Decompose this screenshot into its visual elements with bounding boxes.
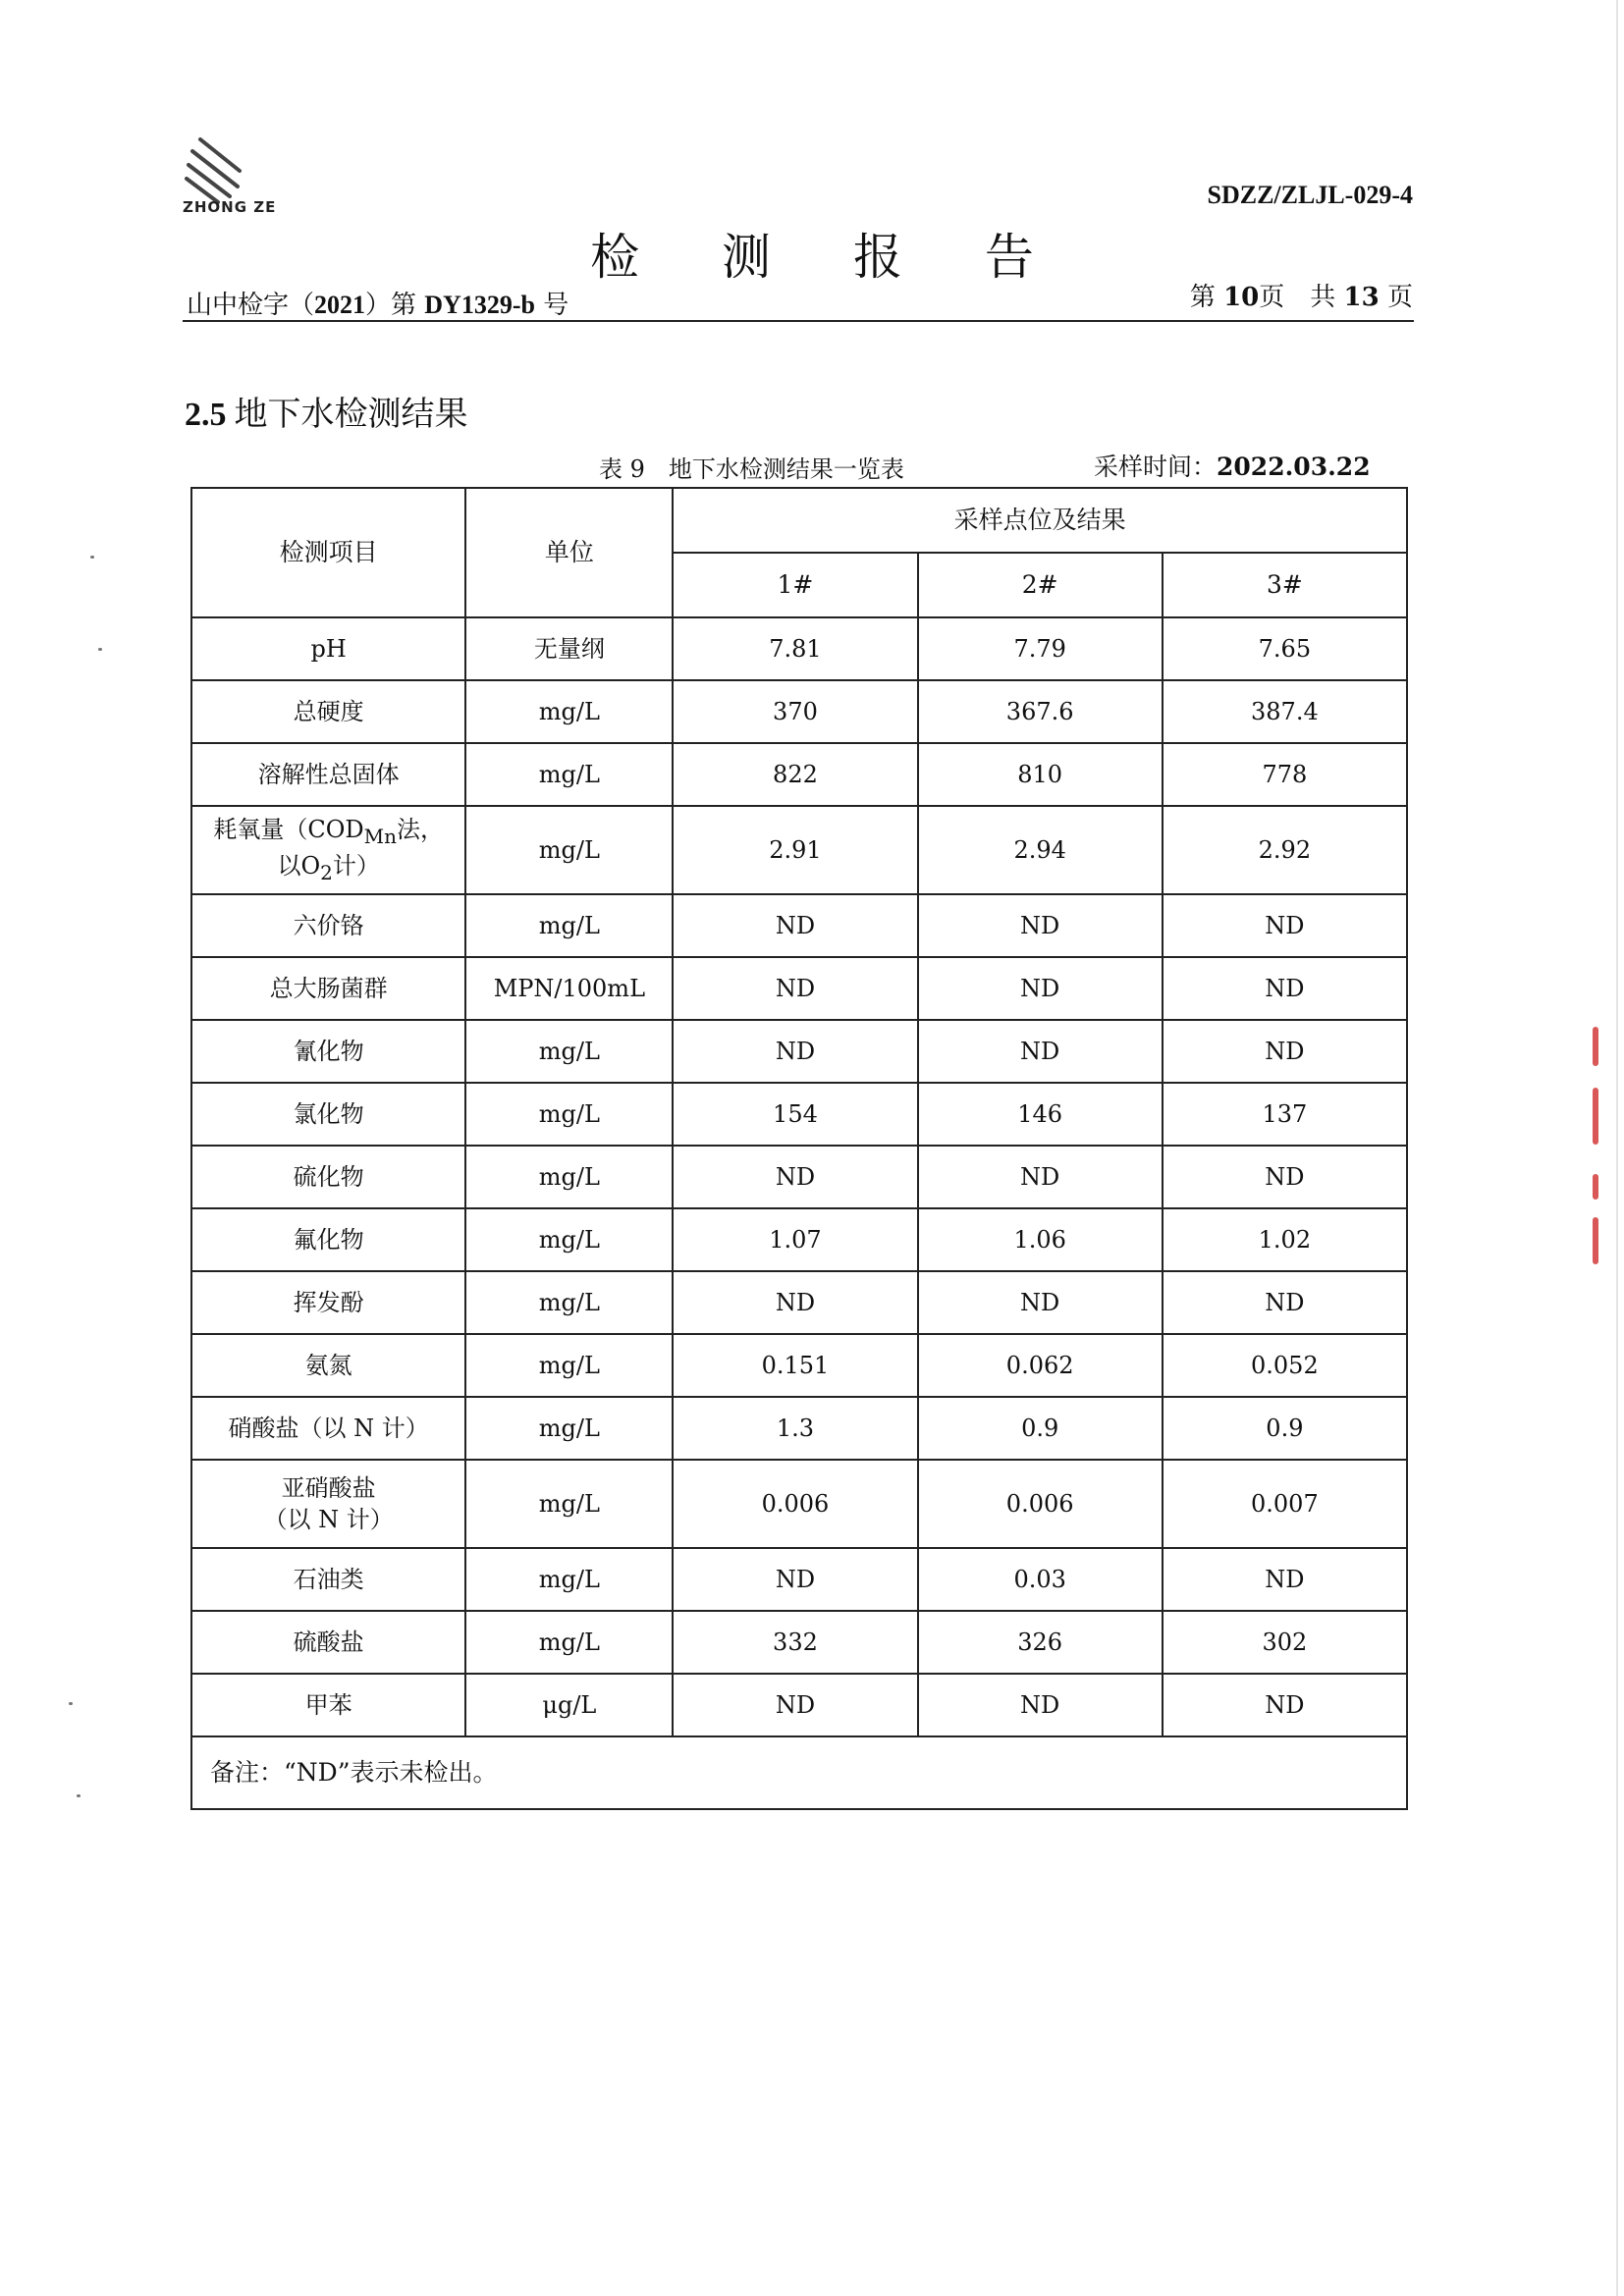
value-cell: 146 — [918, 1083, 1163, 1146]
value-cell: ND — [1163, 1271, 1407, 1334]
item-cell: 总大肠菌群 — [191, 957, 465, 1020]
table-row — [191, 1146, 1407, 1208]
table-row — [191, 1397, 1407, 1460]
value-cell: 0.9 — [918, 1397, 1163, 1460]
value-cell: 7.79 — [918, 617, 1163, 680]
value-cell: ND — [918, 1020, 1163, 1083]
unit-cell: mg/L — [465, 1334, 673, 1397]
item-cell: 硫化物 — [191, 1146, 465, 1208]
item-cell: 亚硝酸盐 （以 N 计） — [191, 1460, 465, 1548]
report-title: 检 测 报 告 — [590, 229, 1067, 286]
table-row — [191, 1460, 1407, 1548]
header-site-3: 3# — [1163, 553, 1407, 617]
value-cell: 1.3 — [673, 1397, 917, 1460]
scan-edge — [1616, 0, 1618, 2296]
value-cell: 0.151 — [673, 1334, 917, 1397]
table-row — [191, 1020, 1407, 1083]
unit-cell: MPN/100mL — [465, 957, 673, 1020]
unit-cell: mg/L — [465, 806, 673, 894]
value-cell: 0.006 — [918, 1460, 1163, 1548]
header-unit: 单位 — [465, 488, 673, 617]
logo-text: ZHONG ZE — [183, 198, 277, 216]
value-cell: 1.07 — [673, 1208, 917, 1271]
scan-speck — [98, 648, 102, 651]
header-item: 检测项目 — [191, 488, 465, 617]
table-row — [191, 806, 1407, 894]
item-cell: 氨氮 — [191, 1334, 465, 1397]
section-title: 2.5 地下水检测结果 — [185, 395, 468, 434]
table-row — [191, 1548, 1407, 1611]
value-cell: 7.81 — [673, 617, 917, 680]
item-cell: 总硬度 — [191, 680, 465, 743]
value-cell: ND — [673, 894, 917, 957]
value-cell: ND — [673, 1146, 917, 1208]
unit-cell: mg/L — [465, 1548, 673, 1611]
sample-time: 采样时间：2022.03.22 — [1094, 453, 1371, 481]
value-cell: 1.02 — [1163, 1208, 1407, 1271]
unit-cell: mg/L — [465, 1611, 673, 1674]
value-cell: ND — [918, 1146, 1163, 1208]
value-cell: ND — [1163, 1674, 1407, 1736]
item-cell: 氟化物 — [191, 1208, 465, 1271]
value-cell: 332 — [673, 1611, 917, 1674]
unit-cell: μg/L — [465, 1674, 673, 1736]
page-info: 第 10页 共 13 页 — [1189, 283, 1413, 312]
table-row — [191, 1083, 1407, 1146]
item-cell: 硫酸盐 — [191, 1611, 465, 1674]
value-cell: 0.062 — [918, 1334, 1163, 1397]
value-cell: ND — [673, 1548, 917, 1611]
table-row — [191, 957, 1407, 1020]
value-cell: 0.9 — [1163, 1397, 1407, 1460]
item-cell: 耗氧量（$COD_{Mn}$法， 以$O_2$计） — [191, 806, 465, 894]
header-site-1: 1# — [673, 553, 917, 617]
value-cell: 2.91 — [673, 806, 917, 894]
table-row — [191, 1611, 1407, 1674]
item-cell: 挥发酚 — [191, 1271, 465, 1334]
item-cell: 硝酸盐（以 N 计） — [191, 1397, 465, 1460]
value-cell: ND — [918, 1674, 1163, 1736]
groundwater-results-table — [190, 487, 1408, 1810]
value-cell: ND — [673, 1271, 917, 1334]
unit-cell: mg/L — [465, 1146, 673, 1208]
scan-speck — [69, 1702, 73, 1705]
value-cell: ND — [918, 1271, 1163, 1334]
value-cell: ND — [673, 1674, 917, 1736]
value-cell: ND — [918, 894, 1163, 957]
value-cell: ND — [1163, 1020, 1407, 1083]
table-caption: 表 9 地下水检测结果一览表 — [599, 455, 904, 483]
seal-edge-mark — [1593, 1027, 1598, 1066]
value-cell: 302 — [1163, 1611, 1407, 1674]
table-row — [191, 617, 1407, 680]
value-cell: 1.06 — [918, 1208, 1163, 1271]
table-note: 备注：“ND”表示未检出。 — [191, 1736, 1407, 1809]
value-cell: 778 — [1163, 743, 1407, 806]
value-cell: 137 — [1163, 1083, 1407, 1146]
value-cell: 154 — [673, 1083, 917, 1146]
header-site-2: 2# — [918, 553, 1163, 617]
value-cell: 810 — [918, 743, 1163, 806]
unit-cell: mg/L — [465, 1271, 673, 1334]
item-cell: 氯化物 — [191, 1083, 465, 1146]
value-cell: ND — [1163, 1548, 1407, 1611]
value-cell: 387.4 — [1163, 680, 1407, 743]
scan-speck — [77, 1794, 81, 1797]
unit-cell: 无量纲 — [465, 617, 673, 680]
value-cell: ND — [673, 1020, 917, 1083]
value-cell: ND — [1163, 957, 1407, 1020]
item-cell: 溶解性总固体 — [191, 743, 465, 806]
value-cell: ND — [673, 957, 917, 1020]
unit-cell: mg/L — [465, 894, 673, 957]
table-row — [191, 1208, 1407, 1271]
seal-edge-mark — [1593, 1174, 1598, 1200]
item-cell: 甲苯 — [191, 1674, 465, 1736]
item-cell: 石油类 — [191, 1548, 465, 1611]
item-cell: pH — [191, 617, 465, 680]
value-cell: 0.007 — [1163, 1460, 1407, 1548]
value-cell: 0.052 — [1163, 1334, 1407, 1397]
item-cell: 氰化物 — [191, 1020, 465, 1083]
value-cell: ND — [1163, 1146, 1407, 1208]
value-cell: ND — [918, 957, 1163, 1020]
value-cell: 370 — [673, 680, 917, 743]
value-cell: 2.94 — [918, 806, 1163, 894]
value-cell: ND — [1163, 894, 1407, 957]
value-cell: 2.92 — [1163, 806, 1407, 894]
table-row — [191, 1271, 1407, 1334]
seal-edge-mark — [1593, 1088, 1598, 1145]
value-cell: 0.006 — [673, 1460, 917, 1548]
table-row — [191, 1674, 1407, 1736]
unit-cell: mg/L — [465, 1020, 673, 1083]
table-row — [191, 894, 1407, 957]
value-cell: 822 — [673, 743, 917, 806]
unit-cell: mg/L — [465, 1083, 673, 1146]
unit-cell: mg/L — [465, 1460, 673, 1548]
value-cell: 0.03 — [918, 1548, 1163, 1611]
header-divider — [183, 320, 1414, 322]
report-number: 山中检字（2021）第 DY1329-b 号 — [187, 291, 569, 320]
document-code: SDZZ/ZLJL-029-4 — [1207, 181, 1413, 209]
table-row — [191, 743, 1407, 806]
unit-cell: mg/L — [465, 1208, 673, 1271]
unit-cell: mg/L — [465, 743, 673, 806]
item-cell: 六价铬 — [191, 894, 465, 957]
value-cell: 367.6 — [918, 680, 1163, 743]
unit-cell: mg/L — [465, 1397, 673, 1460]
header-sampling-results: 采样点位及结果 — [673, 488, 1407, 553]
value-cell: 7.65 — [1163, 617, 1407, 680]
seal-edge-mark — [1593, 1217, 1598, 1264]
table-row — [191, 680, 1407, 743]
unit-cell: mg/L — [465, 680, 673, 743]
table-row — [191, 1334, 1407, 1397]
value-cell: 326 — [918, 1611, 1163, 1674]
scan-speck — [90, 556, 94, 559]
